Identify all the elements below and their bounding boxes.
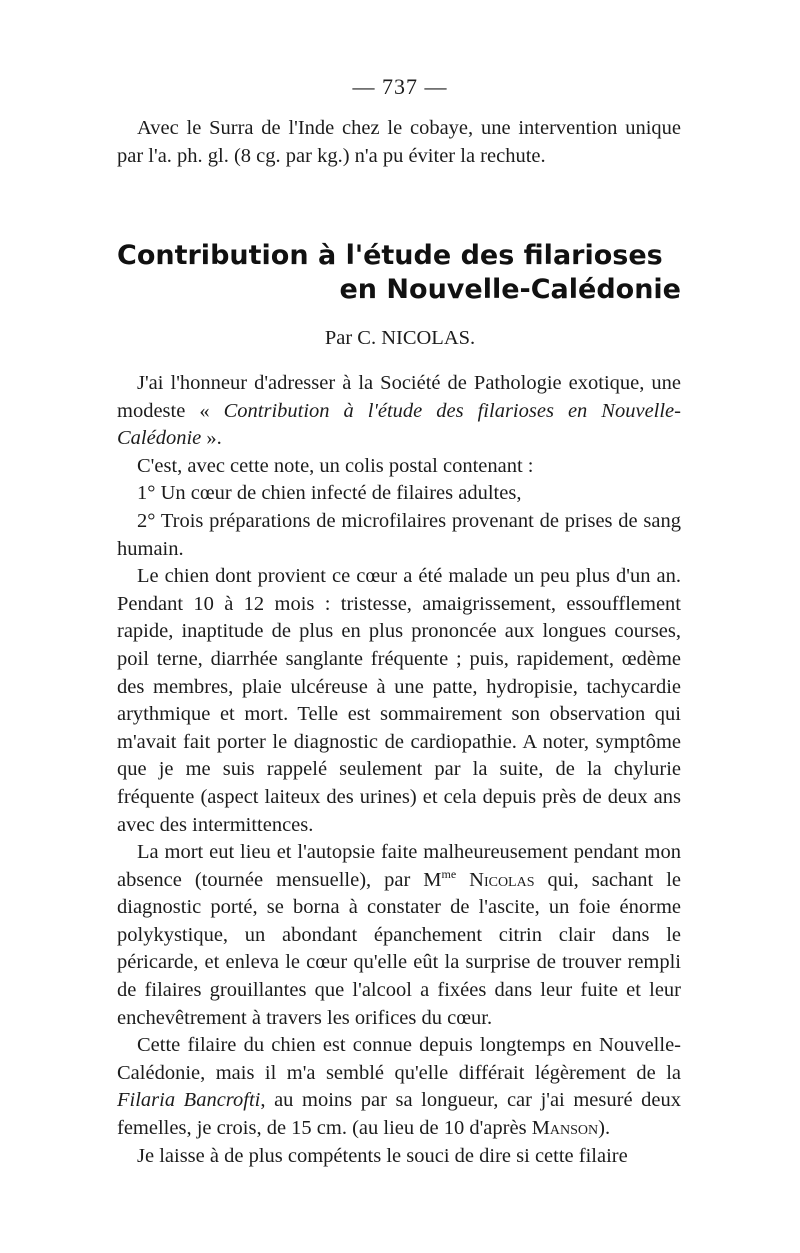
paragraph-6: [117, 839, 681, 1032]
p6-name: Nicolas: [469, 868, 535, 891]
p7-text-a: Cette filaire du chien est connue depuis longtemps en Nouvelle-Calédonie, mais il m'a semblé qu'elle différait légèrement de la: [117, 1034, 681, 1084]
p6-text-a: La mort eut lieu et l'autopsie faite malheureusement pendant mon absence (tournée mensuelle), par M: [117, 841, 681, 891]
p7-text-b: , au moins par sa longueur, car j'ai mesuré deux femelles, je crois, de 15 cm. (au lieu de 10 d'après: [117, 1089, 681, 1140]
paragraph-2: C'est, avec cette note, un colis postal contenant :: [137, 454, 534, 477]
p1-text-a: J'ai l'honneur d'adresser à la Société de Pathologie exotique, une modeste «: [117, 372, 681, 422]
p6-text-b: qui, sachant le diagnostic porté, se borna à constater de l'ascite, un foie énorme polykystique, un abondant épanchement citrin clair dans le péricarde, et enleva le cœur qu'elle eût la surprise de trouver rempli de filaires grouillantes que l'alcool a fixées dans leur fuite et leur enchevêtrement à travers les orifices du cœur.: [117, 868, 681, 1029]
p1-italic-title: Contribution à l'étude des filarioses en Nouvelle-Calédonie: [117, 399, 681, 450]
byline: Par C. NICOLAS.: [324, 327, 476, 349]
article-title-line-1: Contribution à l'étude des filarioses: [117, 240, 663, 271]
paragraph-8: Je laisse à de plus compétents le souci de dire si cette filaire: [137, 1144, 628, 1167]
paragraph-7: [117, 1032, 681, 1142]
p7-text-c: ).: [598, 1117, 611, 1140]
article-title-line-2: en Nouvelle-Calédonie: [339, 274, 681, 305]
p7-name: Manson: [531, 1117, 599, 1140]
page-number: — 737 —: [352, 74, 448, 99]
p6-superscript: me: [441, 866, 457, 881]
paragraph-1: [117, 370, 681, 453]
paragraph-4: 2° Trois préparations de microfilaires provenant de prises de sang humain.: [117, 509, 681, 560]
paragraph-3: 1° Un cœur de chien infecté de filaires adultes,: [137, 482, 522, 505]
paragraph-5: Le chien dont provient ce cœur a été malade un peu plus d'un an. Pendant 10 à 12 mois : tristesse, amaigrissement, essoufflement rapide, inaptitude de plus en plus prononcée aux longues courses, poil terne, diarrhée sanglante fréquente ; puis, rapidement, œdème des membres, plaie ulcéreuse à une patte, hydropisie, tachycardie arythmique et mort. Telle est sommairement son observation qui m'avait fait porter le diagnostic de cardiopathie. A noter, symptôme que je me suis rappelé seulement par la suite, de la chylurie fréquente (aspect laiteux des urines) et cela depuis près de deux ans avec des intermittences.: [117, 565, 681, 836]
intro-paragraph: Avec le Surra de l'Inde chez le cobaye, une intervention unique par l'a. ph. gl. (8 cg. par kg.) n'a pu éviter la rechute.: [117, 117, 681, 167]
p7-italic-species: Filaria Bancrofti: [117, 1089, 261, 1112]
p1-text-b: ».: [206, 427, 222, 450]
intro-block: [117, 115, 681, 170]
article-body: [117, 370, 681, 1170]
